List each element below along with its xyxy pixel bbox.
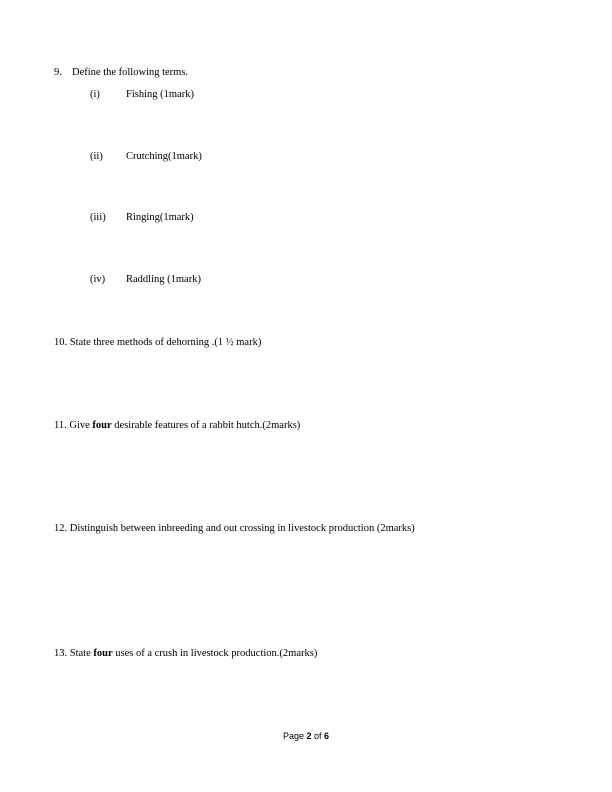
page-current: 2 xyxy=(306,731,312,741)
question-9-number: 9. xyxy=(54,67,62,78)
page-of-label: of xyxy=(311,731,325,741)
question-13-lead: 13. State xyxy=(54,648,94,659)
question-12: 12. Distinguish between inbreeding and out crossing in livestock production (2marks) xyxy=(54,523,415,534)
item-term: Ringing(1mark) xyxy=(126,212,194,223)
question-11-emphasis: four xyxy=(92,420,112,431)
question-13-emphasis: four xyxy=(93,648,113,659)
item-numeral: (i) xyxy=(90,89,100,100)
item-term: Crutching(1mark) xyxy=(126,151,202,162)
page-footer xyxy=(0,731,612,742)
question-10: 10. State three methods of dehorning .(1 ½ mark) xyxy=(54,337,262,348)
question-11-lead: 11. Give xyxy=(54,420,93,431)
item-term: Fishing (1mark) xyxy=(126,89,194,100)
item-numeral: (iv) xyxy=(90,274,106,285)
question-9 xyxy=(54,66,188,79)
item-term: Raddling (1mark) xyxy=(126,274,201,285)
question-11 xyxy=(54,419,300,432)
question-13 xyxy=(54,647,317,660)
question-11-rest: desirable features of a rabbit hutch.(2marks) xyxy=(111,420,301,431)
page-label: Page xyxy=(282,731,307,741)
item-numeral: (iii) xyxy=(90,212,106,223)
question-9-text: Define the following terms. xyxy=(72,67,189,78)
page-total: 6 xyxy=(324,731,330,741)
item-numeral: (ii) xyxy=(90,151,103,162)
question-13-rest: uses of a crush in livestock production.(2marks) xyxy=(112,648,318,659)
